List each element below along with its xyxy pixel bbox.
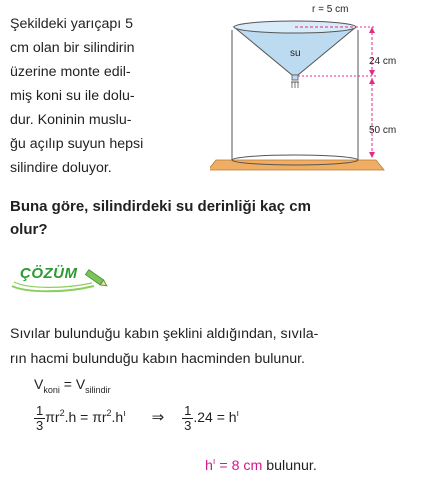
equation-middle: .h = πr xyxy=(64,409,107,426)
implies-arrow: ⇒ xyxy=(151,409,165,427)
cone-label: su xyxy=(290,48,301,59)
cylinder-subscript: silindir xyxy=(85,385,111,395)
result-line xyxy=(205,456,317,474)
problem-line: miş koni su ile dolu- xyxy=(10,88,135,104)
solution-explanation xyxy=(10,322,418,372)
problem-line: silindire doluyor. xyxy=(10,160,112,176)
substitution-equation: $\frac{1}{3}$ $\pi r^2.h = \pi r^2.h^ı$ ⇒ $\frac{1}{3}$ $.24 = h^ı$ xyxy=(36,403,240,433)
fraction-one-third: $\frac{1}{3}$ xyxy=(184,403,192,433)
equals-sign: = xyxy=(59,376,76,392)
pi-r-term: πr xyxy=(45,409,60,426)
problem-line: Şekildeki yarıçapı 5 xyxy=(10,16,134,32)
equation-step: .24 = h xyxy=(193,409,237,426)
problem-line: dur. Koninin muslu- xyxy=(10,112,132,128)
problem-line: üzerine monte edil- xyxy=(10,64,131,80)
volume-equation xyxy=(34,376,111,395)
solution-badge xyxy=(8,262,118,294)
arrowhead xyxy=(369,152,375,158)
problem-text xyxy=(10,12,220,180)
cone-subscript: koni xyxy=(43,385,60,395)
problem-line: ğu açılıp suyun hepsi xyxy=(10,136,144,152)
question xyxy=(10,195,418,241)
radius-label: r = 5 cm xyxy=(312,4,349,15)
result-suffix: bulunur. xyxy=(262,458,317,474)
arrowhead xyxy=(369,27,375,33)
question-line: Buna göre, silindirdeki su derinliği kaç cm xyxy=(10,198,311,215)
cone-height-label: 24 cm xyxy=(369,56,397,67)
problem-line: cm olan bir silindirin xyxy=(10,40,135,56)
explanation-line: rın hacmi bulunduğu kabın hacminden bulunur. xyxy=(10,351,305,367)
cone-cylinder-figure xyxy=(210,0,426,190)
result-value: $h^ı = 8$ cm xyxy=(205,456,263,474)
cone-spout xyxy=(292,75,298,80)
fraction-one-third: $\frac{1}{3}$ xyxy=(36,403,44,433)
arrowhead xyxy=(369,70,375,76)
explanation-line: Sıvılar bulunduğu kabın şeklini aldığından, sıvıla- xyxy=(10,326,319,342)
solution-badge-label: ÇÖZÜM xyxy=(20,265,78,282)
volume-symbol: V xyxy=(34,376,44,392)
arrowhead xyxy=(369,78,375,84)
volume-symbol: V xyxy=(75,376,86,392)
question-line: olur? xyxy=(10,221,48,238)
cylinder-height-label: 50 cm xyxy=(369,125,397,136)
